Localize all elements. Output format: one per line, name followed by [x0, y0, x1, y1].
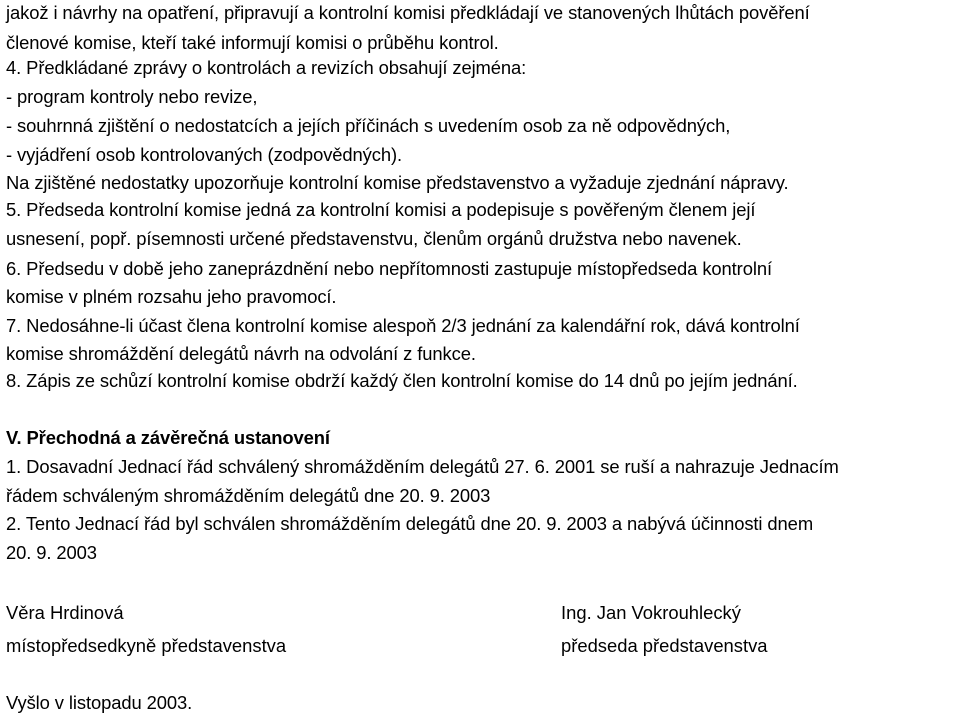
signatory-left-role: místopředsedkyně představenstva — [6, 635, 287, 656]
section-heading: V. Přechodná a závěrečná ustanovení — [6, 427, 330, 448]
signatory-left-name: Věra Hrdinová — [6, 602, 124, 623]
body-line: Na zjištěné nedostatky upozorňuje kontrolní komise představenstvo a vyžaduje zjednání nápravy. — [6, 172, 789, 193]
body-line: 4. Předkládané zprávy o kontrolách a revizích obsahují zejména: — [6, 57, 527, 78]
body-line: 1. Dosavadní Jednací řád schválený shromážděním delegátů 27. 6. 2001 se ruší a nahrazuje Jednacím — [6, 456, 839, 477]
body-line: 8. Zápis ze schůzí kontrolní komise obdrží každý člen kontrolní komise do 14 dnů po jejím jednání. — [6, 370, 798, 391]
list-item: - souhrnná zjištění o nedostatcích a jejích příčinách s uvedením osob za ně odpovědných, — [6, 115, 731, 136]
body-line: jakož i návrhy na opatření, připravují a kontrolní komisi předkládají ve stanovených lhůtách pověření — [6, 2, 810, 23]
body-line: usnesení, popř. písemnosti určené představenstvu, členům orgánů družstva nebo navenek. — [6, 228, 742, 249]
signatory-right-role: předseda představenstva — [561, 635, 768, 656]
body-line: 2. Tento Jednací řád byl schválen shromážděním delegátů dne 20. 9. 2003 a nabývá účinnosti dnem — [6, 513, 814, 534]
body-line: komise shromáždění delegátů návrh na odvolání z funkce. — [6, 343, 476, 364]
body-line: komise v plném rozsahu jeho pravomocí. — [6, 286, 337, 307]
body-line: řádem schváleným shromážděním delegátů dne 20. 9. 2003 — [6, 485, 491, 506]
body-line: 5. Předseda kontrolní komise jedná za kontrolní komisi a podepisuje s pověřeným členem její — [6, 199, 756, 220]
body-line: 20. 9. 2003 — [6, 542, 97, 563]
body-line: členové komise, kteří také informují komisi o průběhu kontrol. — [6, 32, 499, 53]
list-item: - program kontroly nebo revize, — [6, 86, 258, 107]
publication-note: Vyšlo v listopadu 2003. — [6, 692, 193, 713]
body-line: 7. Nedosáhne-li účast člena kontrolní komise alespoň 2/3 jednání za kalendářní rok, dává kontrolní — [6, 315, 800, 336]
body-line: 6. Předsedu v době jeho zaneprázdnění nebo nepřítomnosti zastupuje místopředseda kontrolní — [6, 258, 772, 279]
list-item: - vyjádření osob kontrolovaných (zodpovědných). — [6, 144, 403, 165]
signatory-right-name: Ing. Jan Vokrouhlecký — [561, 602, 741, 623]
